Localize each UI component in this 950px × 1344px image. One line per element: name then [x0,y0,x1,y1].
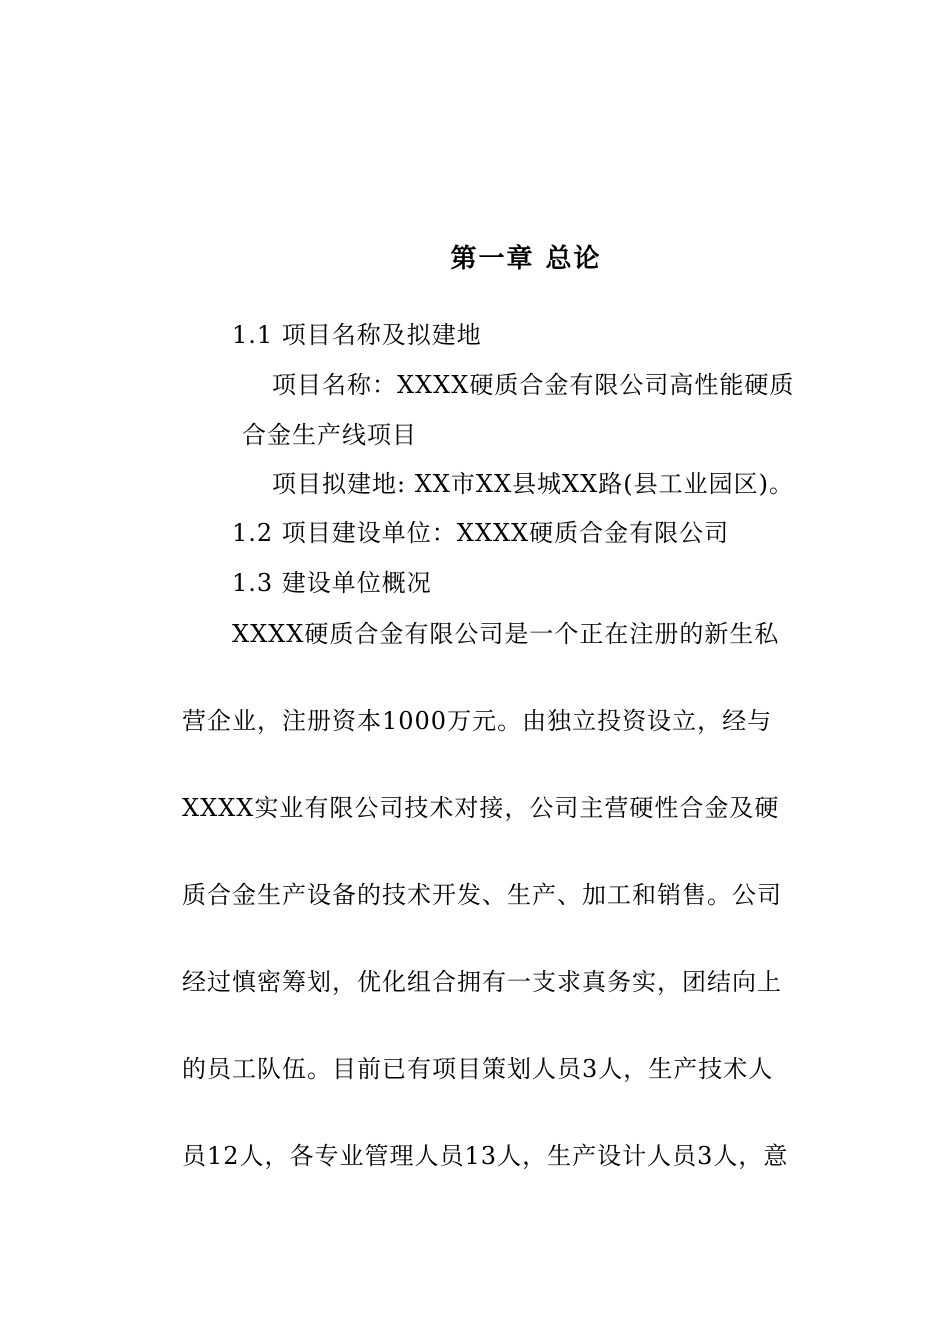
paragraph-line: 营企业，注册资本1000万元。由独立投资设立，经与 [182,707,773,735]
section-heading-1-2: 1.2 项目建设单位：XXXX硬质合金有限公司 [232,519,730,547]
paragraph-line: XXXX实业有限公司技术对接，公司主营硬性合金及硬 [182,794,780,822]
chapter-title: 第一章 总论 [450,244,602,274]
paragraph-line: 的员工队伍。目前已有项目策划人员3人，生产技术人 [182,1055,774,1083]
project-site-line: 项目拟建地: XX市XX县城XX路(县工业园区)。 [272,470,794,498]
paragraph-line: 员12人，各专业管理人员13人，生产设计人员3人，意 [182,1142,789,1170]
paragraph-line: XXXX硬质合金有限公司是一个正在注册的新生私 [232,620,780,648]
project-name-line-2: 合金生产线项目 [242,421,417,449]
paragraph-line: 经过慎密筹划，优化组合拥有一支求真务实，团结向上 [182,968,782,996]
section-heading-1-1: 1.1 项目名称及拟建地 [232,321,482,349]
project-name-line-1: 项目名称：XXXX硬质合金有限公司高性能硬质 [272,371,795,399]
paragraph-line: 质合金生产设备的技术开发、生产、加工和销售。公司 [182,881,782,909]
section-heading-1-3: 1.3 建设单位概况 [232,569,432,597]
